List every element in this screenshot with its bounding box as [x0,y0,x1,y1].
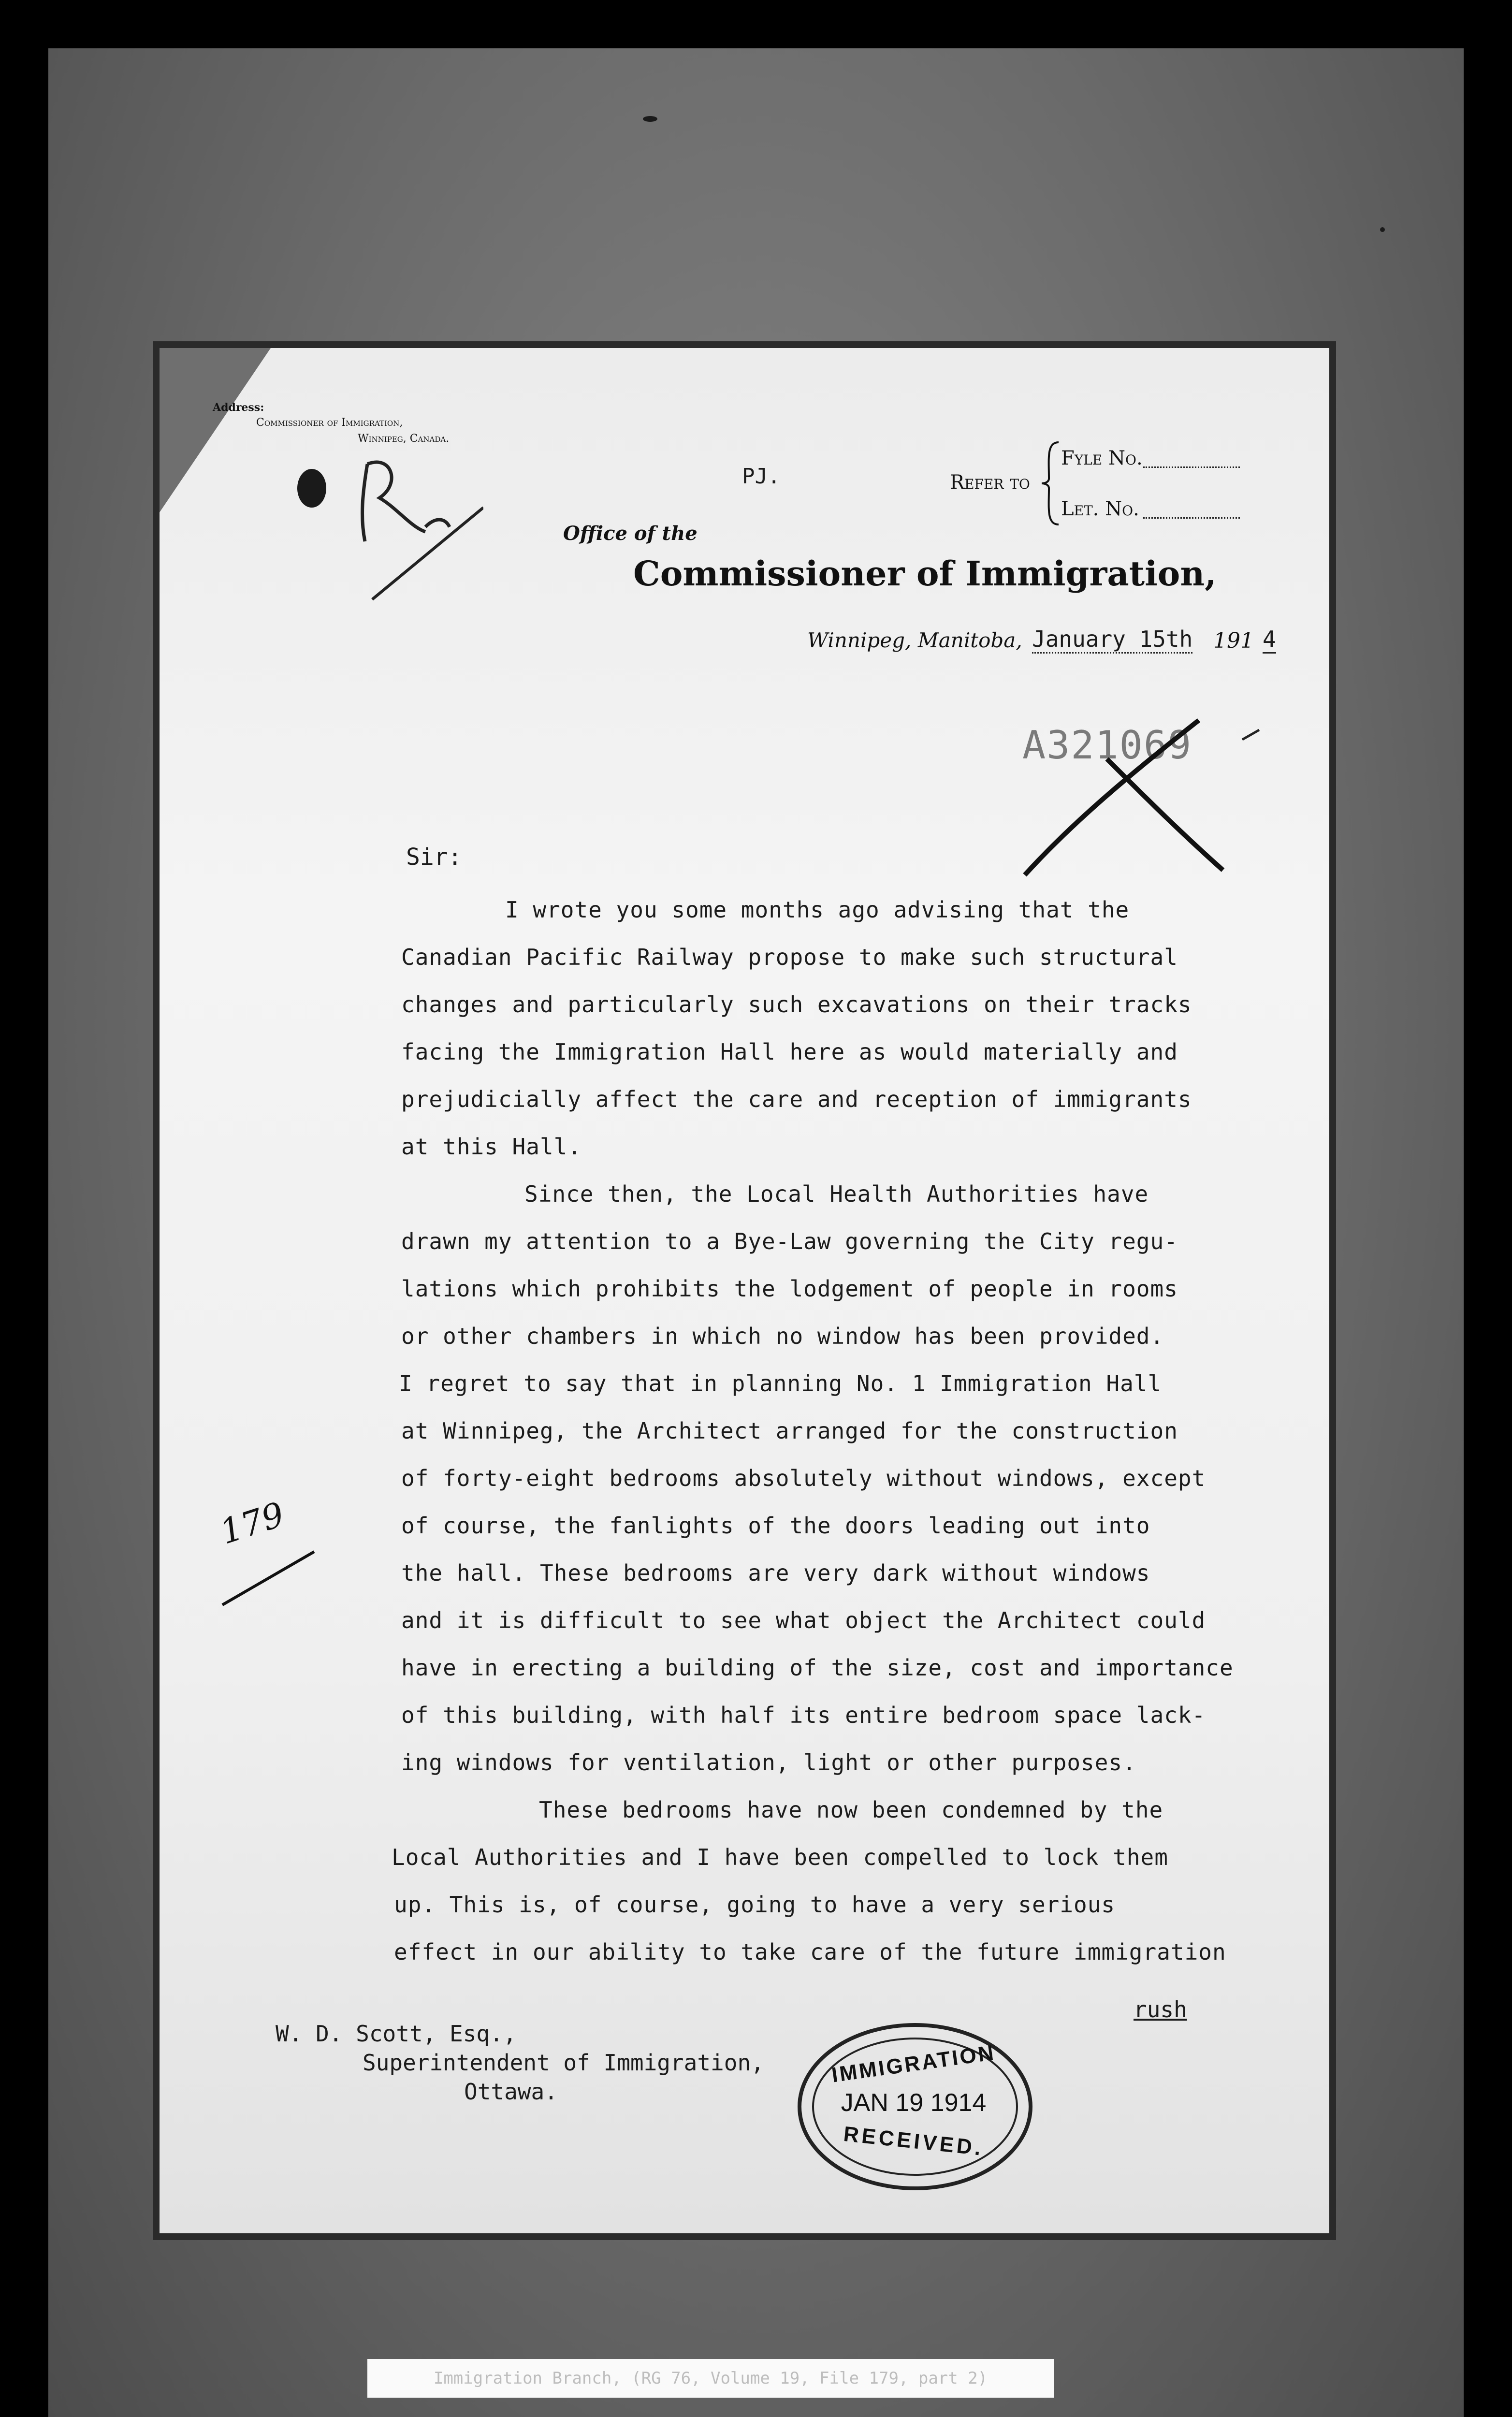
letter-place: Winnipeg, Manitoba, [807,628,1022,652]
torn-corner [160,348,271,512]
cross-out-mark [996,711,1266,894]
handwritten-initials-mark [280,435,483,619]
letter-date: January 15th [1032,626,1192,654]
office-of-the: Office of the [563,522,698,545]
citation-label: Immigration Branch, (RG 76, Volume 19, File 179, part 2) [367,2359,1054,2398]
letter-year-prefix: 191 [1213,628,1254,653]
addressee-city: Ottawa. [464,2079,558,2105]
addressee-title: Superintendent of Immigration, [363,2050,764,2076]
body-line: effect in our ability to take care of the future immigration [394,1939,1226,1965]
backdrop-speck [1380,227,1385,232]
file-number: A321069 [1022,723,1192,768]
body-line: drawn my attention to a Bye-Law governing the City regu- [401,1228,1178,1254]
body-line: at this Hall. [401,1134,582,1160]
letter-year-suffix: 4 [1263,626,1276,654]
stamp-top-text: IMMIGRATION [830,2040,997,2087]
brace-icon [1039,440,1063,527]
body-line: I wrote you some months ago advising that the [505,897,1130,923]
address-line-2: Winnipeg, Canada. [358,433,450,445]
body-line: have in erecting a building of the size, cost and importance [401,1655,1234,1681]
body-line: of course, the fanlights of the doors leading out into [401,1513,1150,1539]
address-label: Address: [213,401,264,414]
fyle-no-label: Fyle No. [1061,447,1143,469]
body-line: facing the Immigration Hall here as would materially and [401,1039,1178,1065]
body-line: at Winnipeg, the Architect arranged for the construction [401,1418,1178,1444]
body-line: of forty-eight bedrooms absolutely without windows, except [401,1465,1206,1491]
stamp-date: JAN 19 1914 [841,2089,987,2117]
body-line: changes and particularly such excavations on their tracks [401,991,1192,1018]
catchword: rush [1134,1996,1187,2023]
body-line: Local Authorities and I have been compelled to lock them [392,1844,1168,1870]
body-line: These bedrooms have now been condemned by the [539,1797,1163,1823]
body-line: the hall. These bedrooms are very dark without windows [401,1560,1150,1586]
body-line: Canadian Pacific Railway propose to make such structural [401,944,1178,970]
fyle-no-line [1143,466,1240,468]
body-line: I regret to say that in planning No. 1 Immigration Hall [399,1370,1162,1397]
body-line: ing windows for ventilation, light or other purposes. [401,1749,1136,1776]
let-no-label: Let. No. [1061,498,1139,520]
let-no-line [1143,517,1240,519]
commissioner-heading: Commissioner of Immigration, [633,553,1217,594]
address-line-1: Commissioner of Immigration, [256,417,403,429]
margin-underline-mark [218,1537,324,1615]
body-line: and it is difficult to see what object the Architect could [401,1607,1206,1633]
body-line: Since then, the Local Health Authorities have [524,1181,1149,1207]
addressee-name: W. D. Scott, Esq., [276,2021,517,2047]
backdrop-speck [643,116,657,122]
margin-number: 179 [215,1494,290,1552]
body-line: up. This is, of course, going to have a very serious [394,1892,1116,1918]
initials-pj: PJ. [742,464,781,489]
body-line: prejudicially affect the care and reception of immigrants [401,1086,1192,1112]
refer-to-label: Refer to [950,471,1030,494]
body-line: lations which prohibits the lodgement of people in rooms [401,1276,1178,1302]
body-line: or other chambers in which no window has been provided. [401,1323,1164,1349]
body-line: of this building, with half its entire bedroom space lack- [401,1702,1206,1728]
stamp-bottom-text: RECEIVED. [842,2122,985,2161]
salutation: Sir: [406,844,462,871]
